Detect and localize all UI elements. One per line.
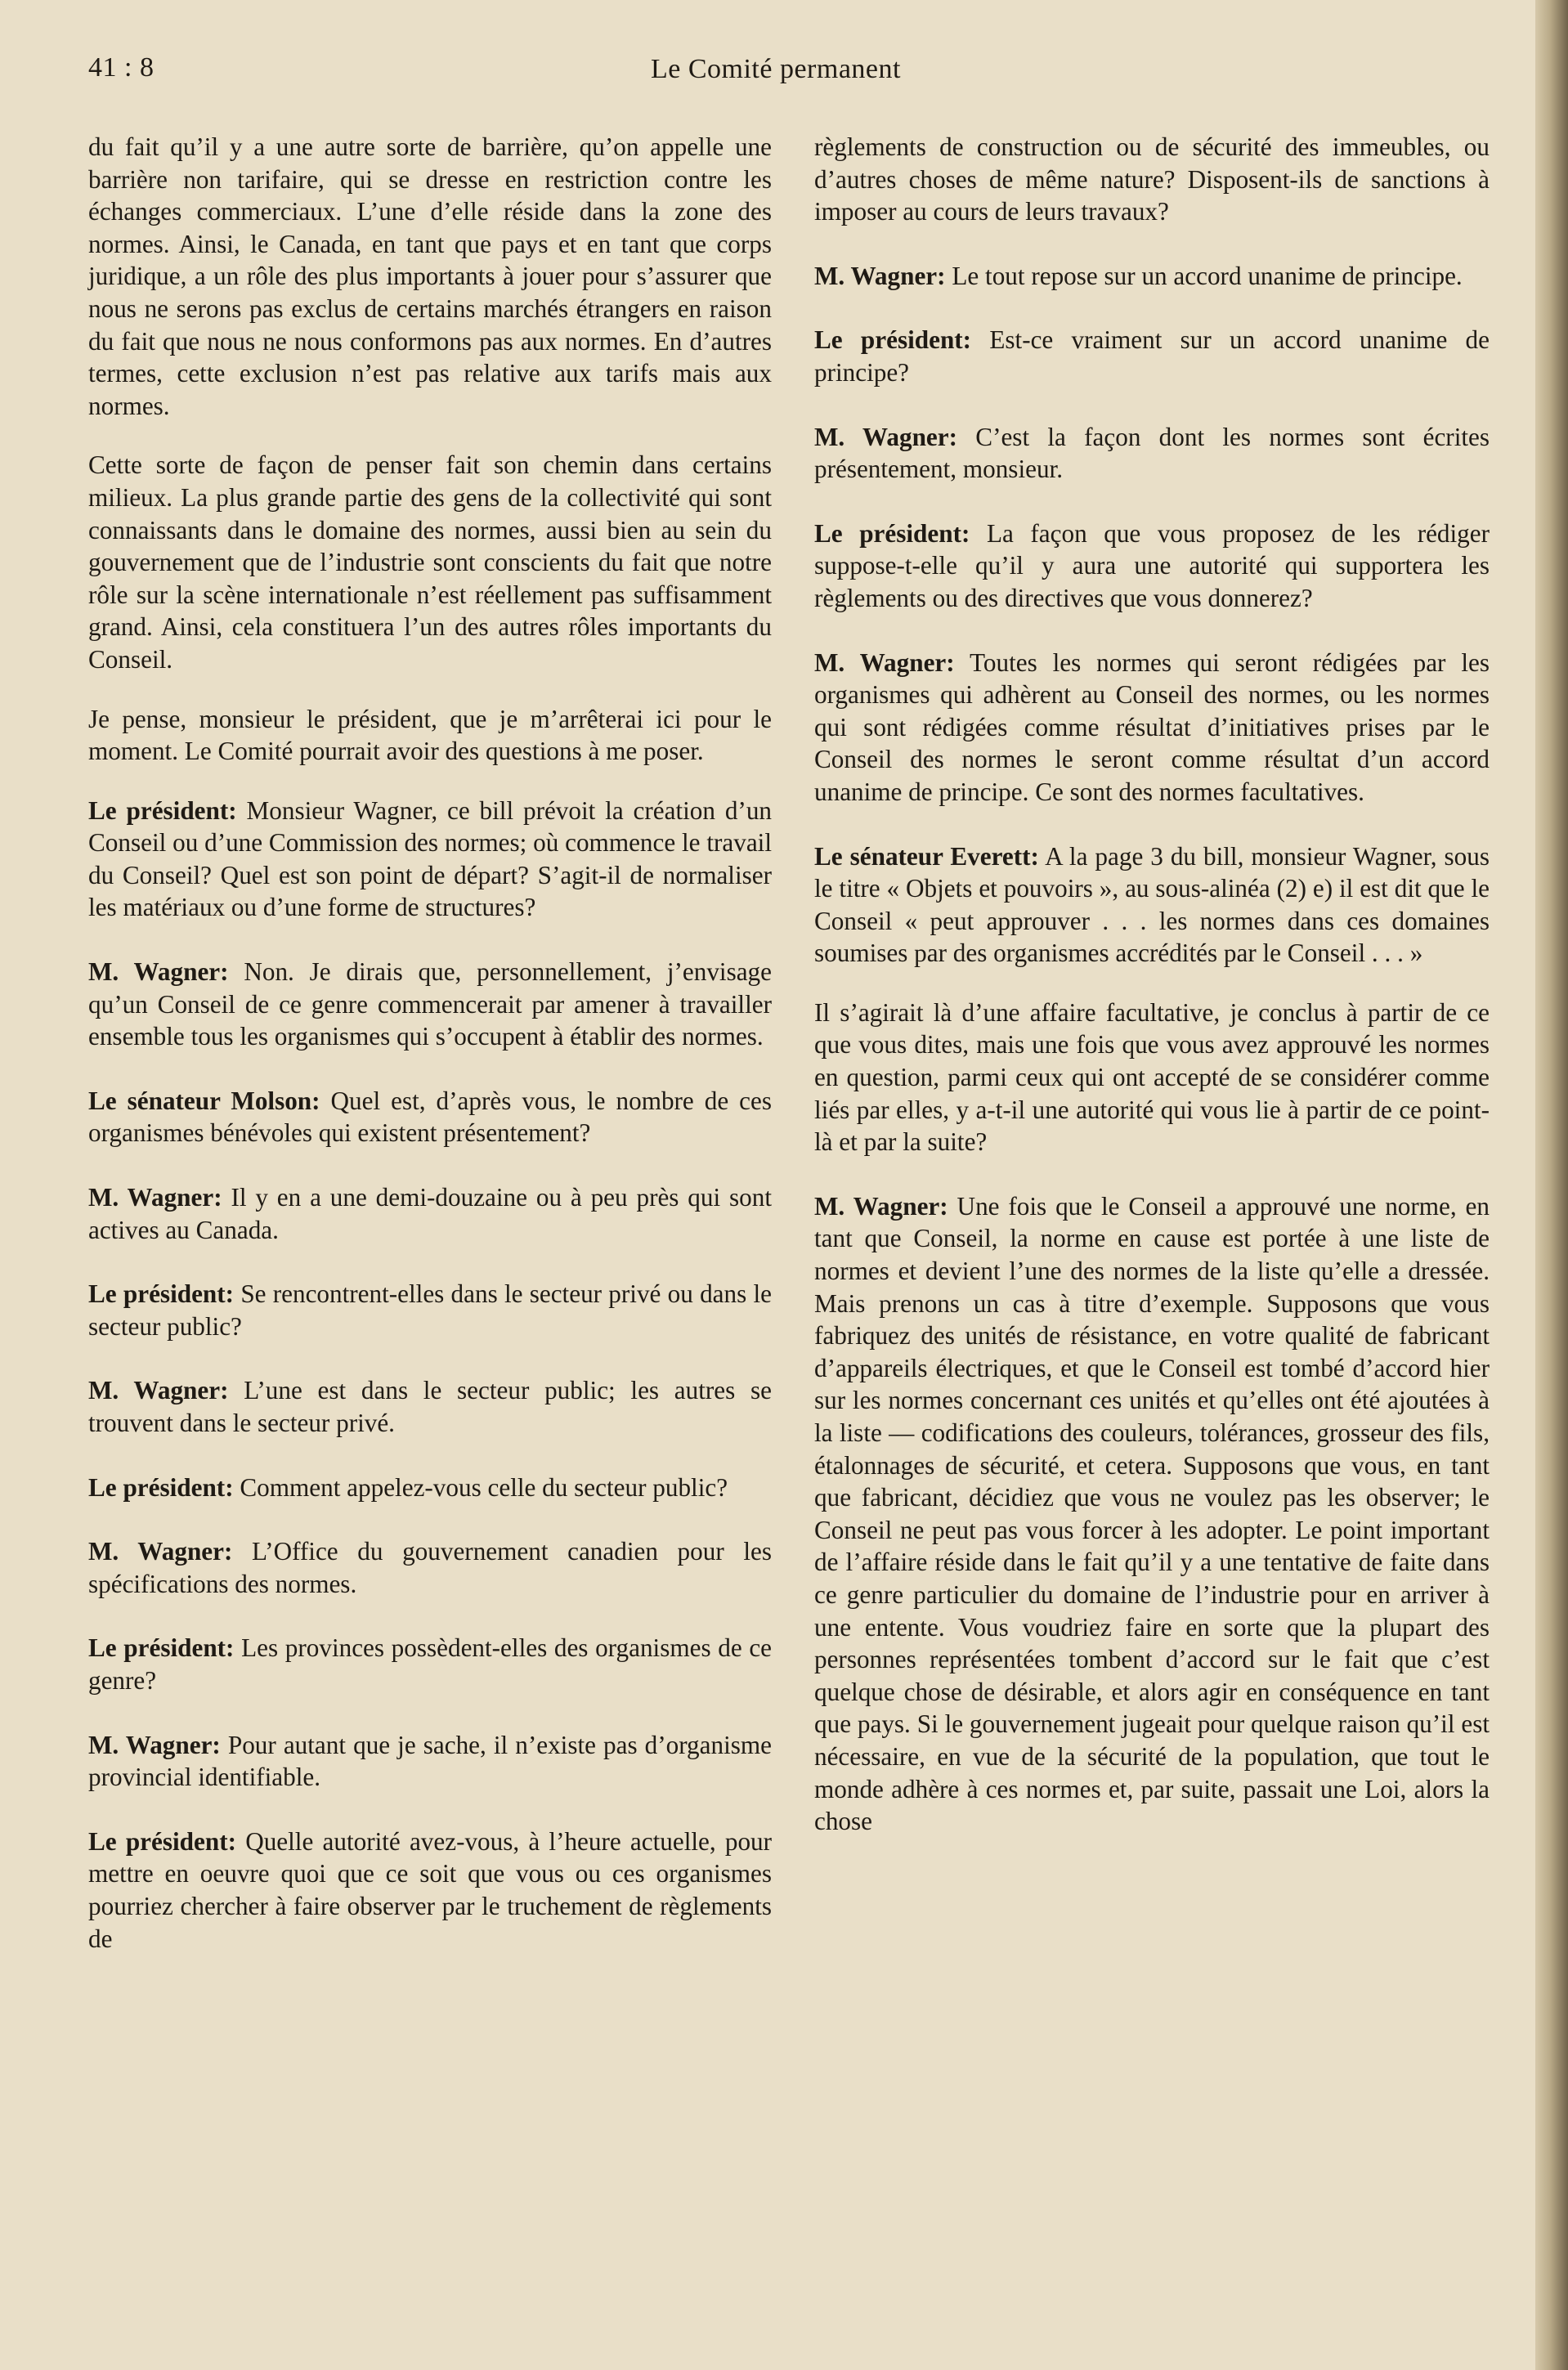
running-title: Le Comité permanent bbox=[651, 54, 901, 84]
paragraph: Il s’agirait là d’une affaire facultative, je conclus à partir de ce que vous dites, mais une fois que vous avez approuvé les normes en question, parmi ceux qui ont accepté de se considérer comme liés par elles, y a-t-il une autorité qui vous lie à partir de ce point-là et par la suite? bbox=[814, 997, 1490, 1157]
paragraph: Le sénateur Molson: Quel est, d’après vous, le nombre de ces organismes bénévoles qui existent présentement? bbox=[88, 1086, 772, 1148]
right-column bbox=[814, 131, 1490, 1870]
speaker-label: Le sénateur Molson: bbox=[88, 1086, 320, 1115]
paragraph: Le président: Comment appelez-vous celle du secteur public? bbox=[88, 1472, 728, 1502]
paragraph: M. Wagner: L’une est dans le secteur public; les autres se trouvent dans le secteur privé. bbox=[88, 1376, 772, 1437]
speaker-label: M. Wagner: bbox=[88, 1537, 233, 1566]
paragraph: règlements de construction ou de sécurité des immeubles, ou d’autres choses de même nature? Disposent-ils de sanctions à imposer au cours de leurs travaux? bbox=[814, 132, 1490, 226]
speaker-label: M. Wagner: bbox=[88, 1376, 229, 1405]
speaker-label: M. Wagner: bbox=[814, 422, 958, 451]
speaker-label: Le président: bbox=[88, 1279, 235, 1309]
paragraph: du fait qu’il y a une autre sorte de barrière, qu’on appelle une barrière non tarifaire, qui se dresse en restriction contre les échanges commerciaux. L’une d’elle réside dans la zone des normes. Ainsi, le Canada, en tant que pays et en tant que corps juridique, a un rôle des plus importants à jouer pour s’assurer que nous ne serons pas exclus de certains marchés étrangers en raison du fait que nous ne nous conformons pas aux normes. En d’autres termes, cette exclusion n’est pas relative aux tarifs mais aux normes. bbox=[88, 132, 772, 420]
paragraph: M. Wagner: Une fois que le Conseil a approuvé une norme, en tant que Conseil, la norme en cause est portée à une liste de normes et devient l’une des normes de la liste qu’elle a dressée. Mais prenons un cas à titre d’exemple. Supposons que vous fabriquez des unités de résistance, en votre qualité de fabricant d’appareils électriques, et que le Conseil est tombé d’accord hier sur les normes concernant ces unités et qu’elles ont été ajoutées à la liste — codifications des couleurs, tolérances, grosseur des fils, étalonnages de sécurité, et cetera. Supposons que vous, en tant que fabricant, décidiez que vous ne voulez pas les observer; le Conseil ne peut pas vous forcer à les adopter. Le point important de l’affaire réside dans le fait qu’il y a une tentative de faite dans ce genre particulier du domaine de l’industrie pour en arriver à une entente. Vous voudriez faire en sorte que la plupart des personnes représentées tombent d’accord sur le fait que c’est quelque chose de désirable, et alors agir en conséquence en tant que pays. Si le gouvernement jugeait pour quelque raison qu’il est nécessaire, en vue de la sécurité de la population, que tout le monde adhère à ces normes et, par suite, passait une Loi, alors la chose bbox=[814, 1191, 1490, 1836]
paragraph: M. Wagner: Le tout repose sur un accord unanime de principe. bbox=[814, 261, 1463, 290]
speaker-label: M. Wagner: bbox=[814, 1191, 948, 1221]
paragraph: Je pense, monsieur le président, que je m’arrêterai ici pour le moment. Le Comité pourrait avoir des questions à me poser. bbox=[88, 704, 772, 766]
paragraph: Le président: Les provinces possèdent-elles des organismes de ce genre? bbox=[88, 1633, 773, 1695]
left-column bbox=[88, 131, 772, 1987]
paragraph: M. Wagner: Non. Je dirais que, personnellement, j’envisage qu’un Conseil de ce genre commencerait par amener à travailler ensemble tous les organismes qui s’occupent à établir des normes. bbox=[88, 957, 772, 1051]
paragraph: Le président: La façon que vous proposez de les rédiger suppose-t-elle qu’il y aura une autorité qui supportera les règlements ou des directives que vous donnerez? bbox=[814, 518, 1490, 612]
speaker-label: Le président: bbox=[88, 1633, 235, 1663]
speaker-label: M. Wagner: bbox=[88, 1183, 222, 1212]
paragraph: Le président: Monsieur Wagner, ce bill prévoit la création d’un Conseil ou d’une Commission des normes; où commence le travail du Conseil? Quel est son point de départ? S’agit-il de normaliser les matériaux ou d’une forme de structures? bbox=[88, 795, 773, 922]
speaker-label: Le président: bbox=[814, 325, 972, 355]
paragraph: M. Wagner: C’est la façon dont les normes sont écrites présentement, monsieur. bbox=[814, 422, 1490, 484]
paragraph: M. Wagner: Pour autant que je sache, il n’existe pas d’organisme provincial identifiable. bbox=[88, 1730, 772, 1792]
paragraph: Le président: Se rencontrent-elles dans le secteur privé ou dans le secteur public? bbox=[88, 1279, 773, 1341]
speaker-label: Le président: bbox=[88, 795, 237, 825]
paragraph: Le sénateur Everett: A la page 3 du bill, monsieur Wagner, sous le titre « Objets et pouvoirs », au sous-alinéa (2) e) il est dit que le Conseil « peut approuver . . . les normes dans ces domaines soumises par des organismes accrédités par le Conseil . . . » bbox=[814, 841, 1490, 968]
paragraph: Le président: Est-ce vraiment sur un accord unanime de principe? bbox=[814, 325, 1490, 387]
paragraph: M. Wagner: L’Office du gouvernement canadien pour les spécifications des normes. bbox=[88, 1537, 772, 1598]
paragraph: Le président: Quelle autorité avez-vous, à l’heure actuelle, pour mettre en oeuvre quoi que ce soit que vous ou ces organismes pourriez chercher à faire observer par le truchement de règlements de bbox=[88, 1826, 773, 1953]
speaker-label: Le président: bbox=[88, 1472, 234, 1502]
paragraph: Cette sorte de façon de penser fait son chemin dans certains milieux. La plus grande partie des gens de la collectivité qui sont connaissants dans le domaine des normes, aussi bien au sein du gouvernement que de l’industrie sont conscients du fait que notre rôle sur la scène internationale n’est réellement pas suffisamment grand. Ainsi, cela constituera l’un des autres rôles importants du Conseil. bbox=[88, 450, 772, 674]
speaker-label: M. Wagner: bbox=[814, 261, 946, 290]
paragraph: M. Wagner: Toutes les normes qui seront rédigées par les organismes qui adhèrent au Conseil des normes, ou les normes qui sont rédigées comme résultat d’initiatives prises par le Conseil des normes le seront comme résultat d’un accord unanime de principe. Ce sont des normes facultatives. bbox=[814, 647, 1490, 806]
speaker-label: Le sénateur Everett: bbox=[814, 841, 1039, 871]
speaker-label: M. Wagner: bbox=[88, 957, 229, 987]
paragraph: M. Wagner: Il y en a une demi-douzaine ou à peu près qui sont actives au Canada. bbox=[88, 1183, 772, 1244]
page-number: 41 : 8 bbox=[88, 52, 155, 83]
page-binding-edge bbox=[1535, 0, 1568, 2370]
speaker-label: M. Wagner: bbox=[88, 1730, 221, 1759]
page-header bbox=[88, 52, 939, 93]
speaker-label: Le président: bbox=[814, 518, 970, 548]
speaker-label: Le président: bbox=[88, 1826, 236, 1856]
speaker-label: M. Wagner: bbox=[814, 647, 955, 677]
